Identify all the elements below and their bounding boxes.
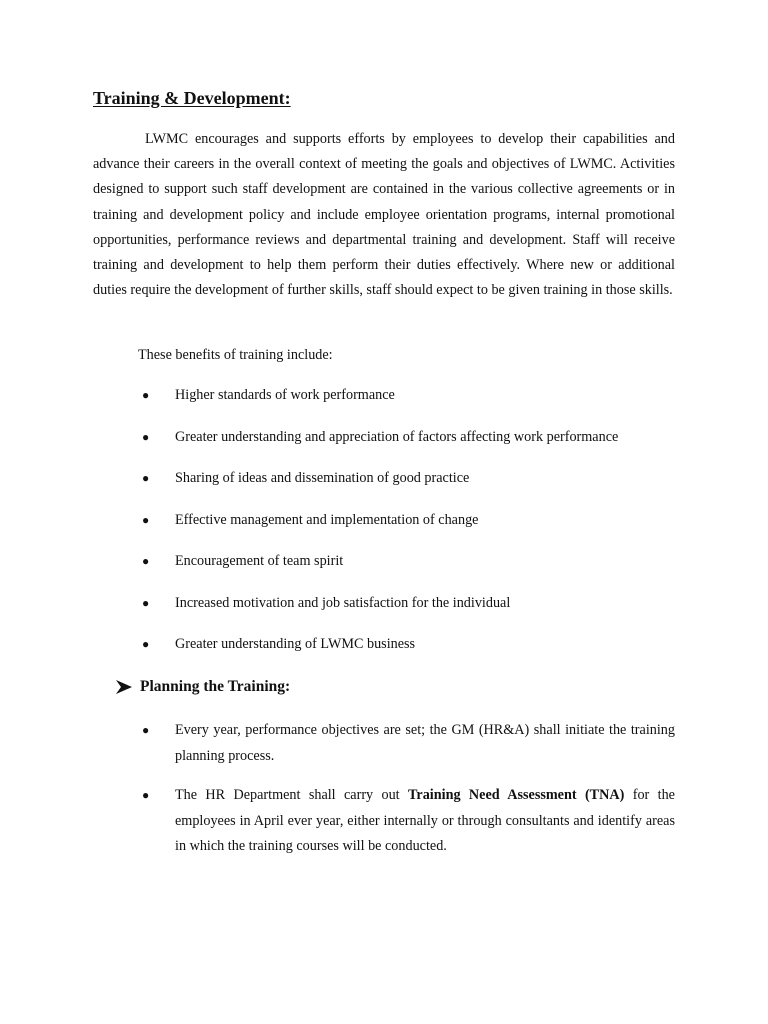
intro-paragraph: LWMC encourages and supports efforts by employees to develop their capabilities and advance their careers in the overall context of meeting the goals and objectives of LWMC. Activities designed to support such staff development are contained in the various collective agreements or in training and development policy and include employee orientation programs, internal promotional opportunities, performance reviews and departmental training and development. Staff will receive training and development to help them perform their duties effectively. Where new or additional duties require the development of further skills, staff should expect to be given training in those skills. [93,131,675,299]
planning-text-end: for the employees in April ever year, either internally or through consultants and identify areas in which the training courses will be conducted. [175,787,675,854]
arrowhead-bullet-icon [115,679,133,695]
benefit-text: Greater understanding and appreciation of factors affecting work performance [175,429,619,445]
tna-emphasis: Training Need Assessment (TNA) [408,787,625,803]
section-heading [115,674,515,700]
section-title: Planning the Training: [140,678,291,695]
benefits-intro: These benefits of training include: [138,347,333,363]
bullet-icon: ● [142,388,150,402]
benefit-text: Encouragement of team spirit [175,553,344,569]
bullet-icon: ● [142,596,150,610]
bullet-icon: ● [142,554,150,568]
benefit-text: Increased motivation and job satisfaction for the individual [175,595,511,611]
page-title: Training & Development: [93,88,291,108]
bullet-icon: ● [142,471,150,485]
planning-text: Every year, performance objectives are set; the GM (HR&A) shall initiate the training planning process. [175,722,675,764]
benefit-text: Greater understanding of LWMC business [175,636,416,652]
planning-text [175,783,675,860]
benefit-text: Effective management and implementation of change [175,512,479,528]
planning-text-start: The HR Department shall carry out [175,787,408,803]
bullet-icon: ● [142,513,150,527]
bullet-icon: ● [142,723,150,737]
bullet-icon: ● [142,430,150,444]
bullet-icon: ● [142,637,150,651]
benefit-text: Sharing of ideas and dissemination of good practice [175,470,470,486]
bullet-icon: ● [142,788,150,802]
benefit-text: Higher standards of work performance [175,387,395,403]
